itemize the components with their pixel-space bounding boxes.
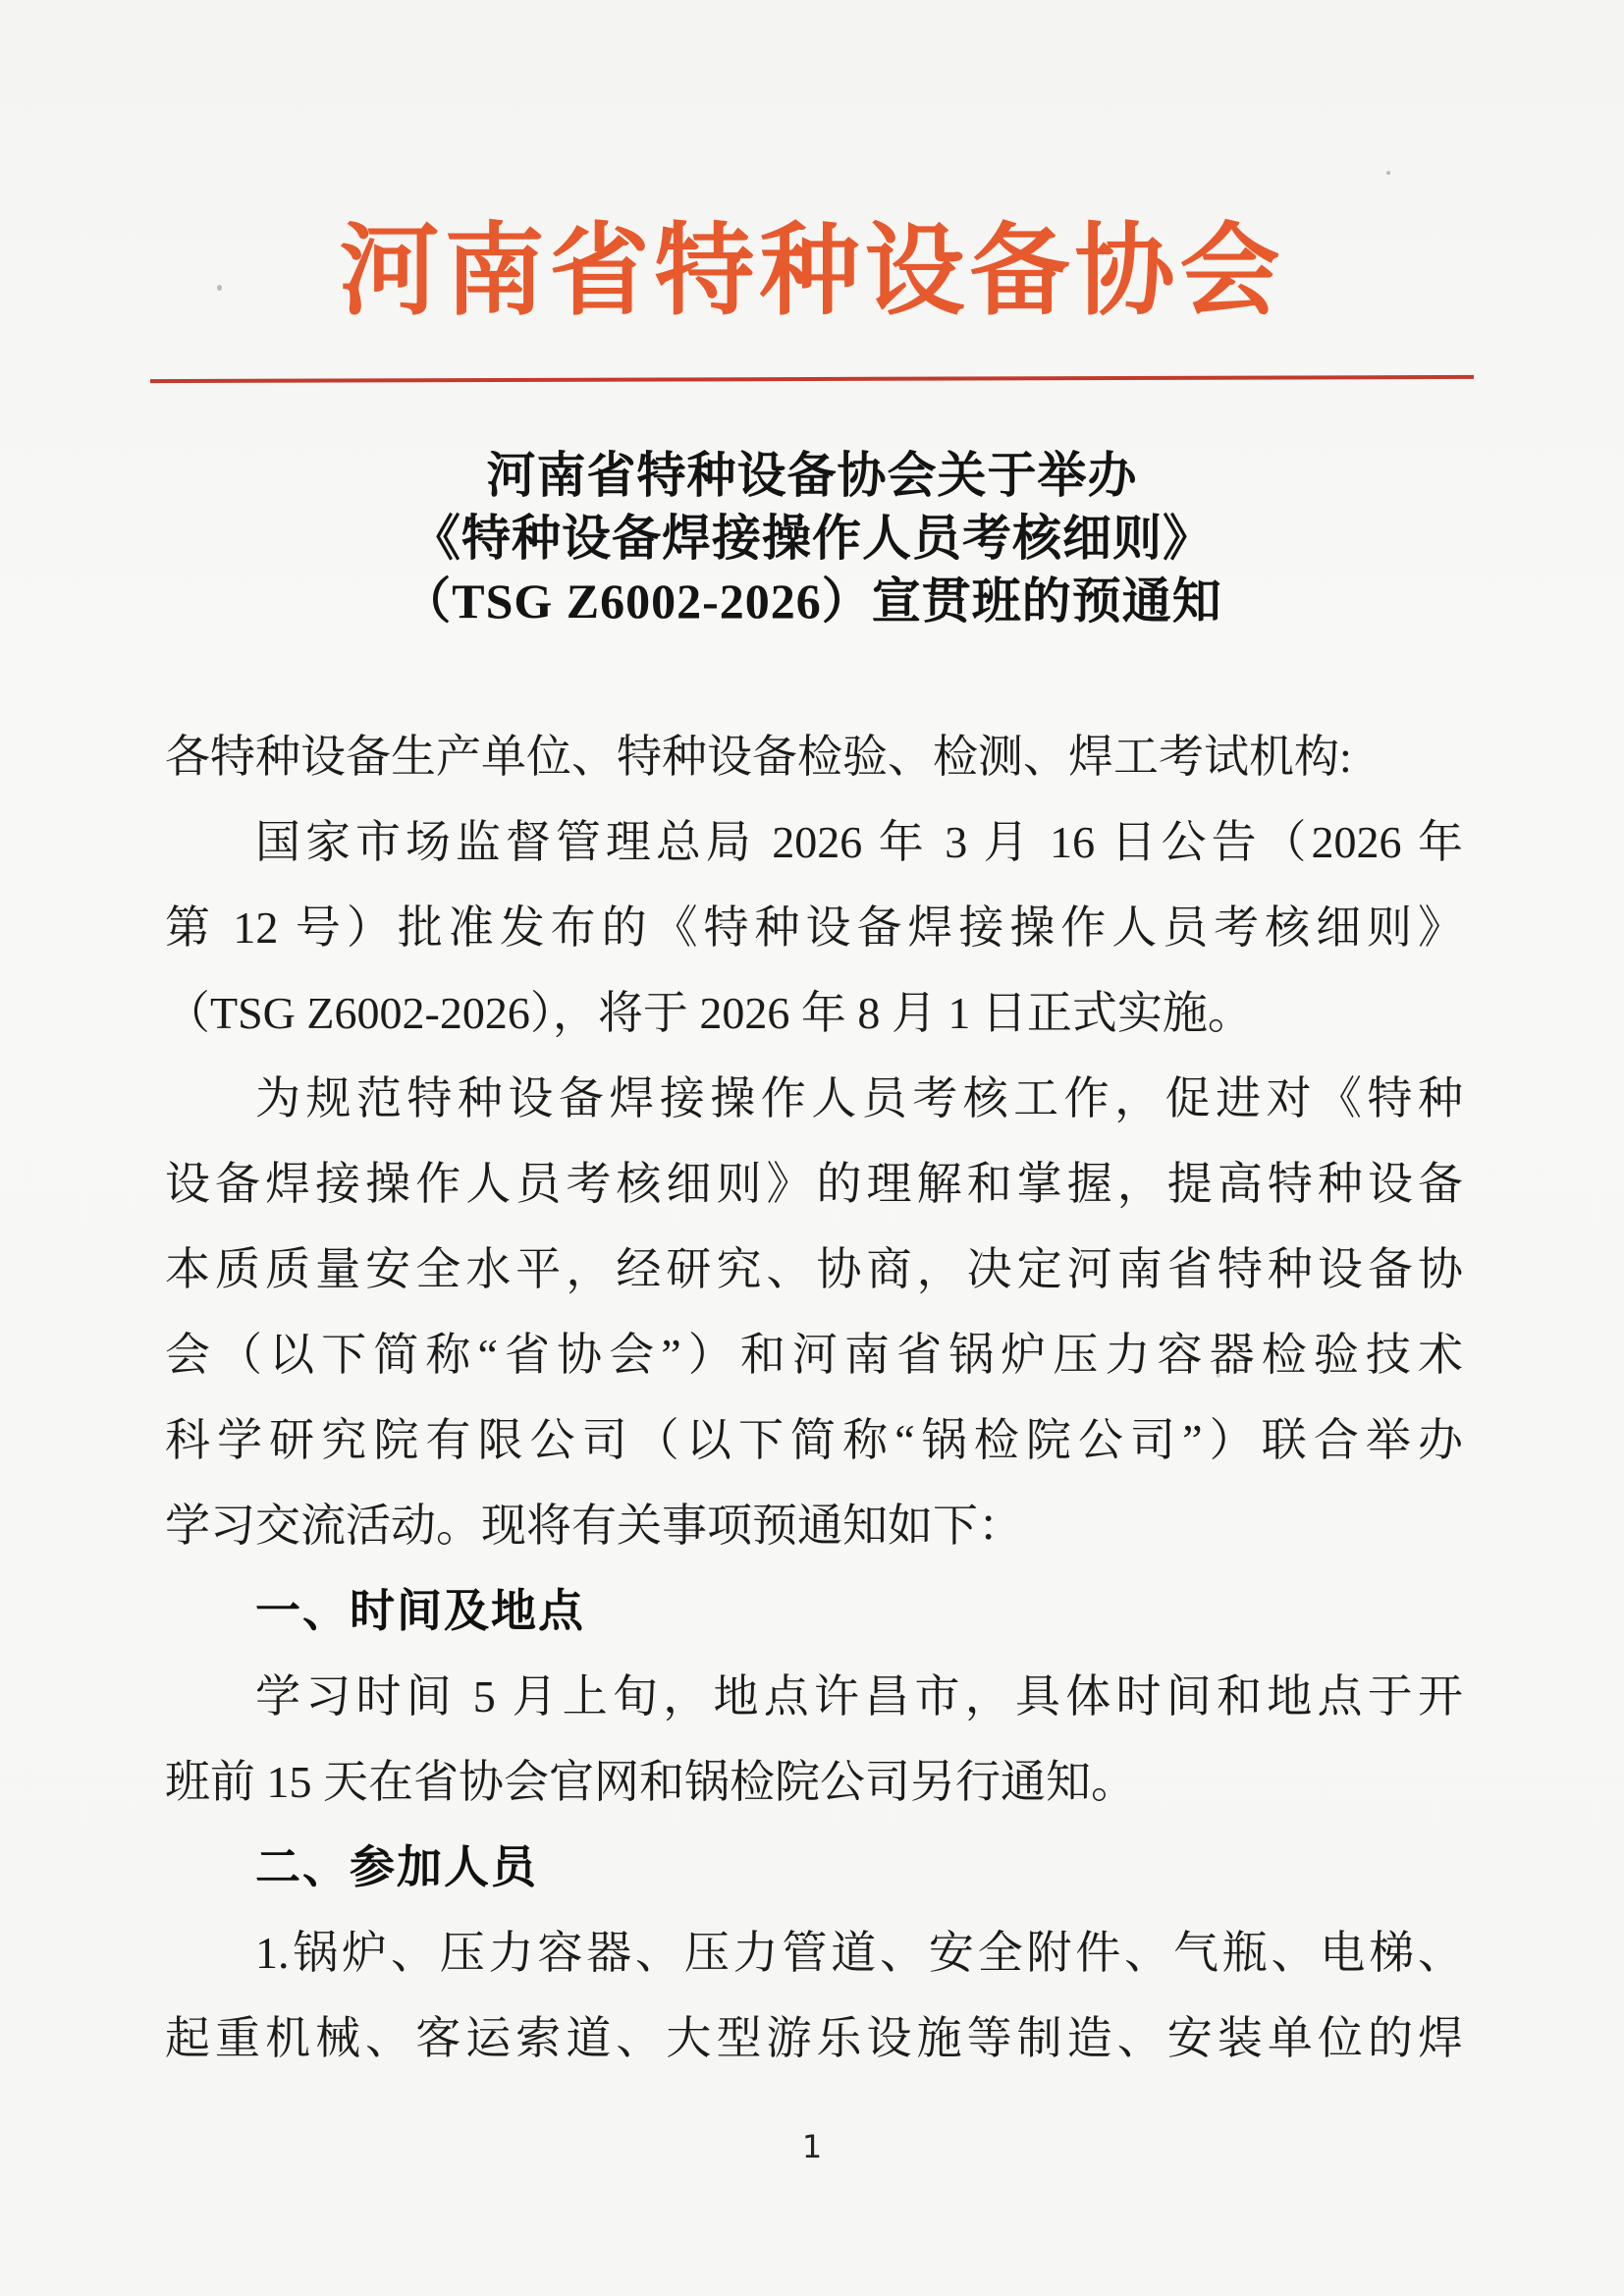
section-heading: 二、参加人员 [255, 1841, 538, 1892]
body-line: 1.锅炉、压力容器、压力管道、安全附件、气瓶、电梯、 [255, 1928, 1463, 1978]
scan-speck [217, 285, 222, 291]
document-body [165, 714, 1463, 2081]
body-line: 设备焊接操作人员考核细则》的理解和掌握，提高特种设备 [165, 1159, 1463, 1209]
body-line: 科学研究院有限公司（以下简称“锅检院公司”）联合举办 [165, 1415, 1463, 1465]
body-line: 会（以下简称“省协会”）和河南省锅炉压力容器检验技术 [165, 1330, 1463, 1380]
body-line: 第 12 号）批准发布的《特种设备焊接操作人员考核细则》 [165, 902, 1463, 953]
document-title [0, 444, 1624, 632]
letterhead-org-name: 河南省特种设备协会 [339, 217, 1285, 328]
section-heading: 一、时间及地点 [255, 1585, 585, 1636]
body-line: 各特种设备生产单位、特种设备检验、检测、焊工考试机构: [165, 732, 1352, 782]
title-line-1: 河南省特种设备协会关于举办 [486, 448, 1138, 503]
title-line-2: 《特种设备焊接操作人员考核细则》 [411, 511, 1213, 566]
body-line: 班前 15 天在省协会官网和锅检院公司另行通知。 [165, 1757, 1136, 1807]
body-line: 起重机械、客运索道、大型游乐设施等制造、安装单位的焊 [165, 2013, 1463, 2063]
body-line: 学习交流活动。现将有关事项预通知如下： [165, 1501, 1023, 1551]
title-line-3: （TSG Z6002-2026）宣贯班的预通知 [402, 574, 1222, 629]
body-line: 为规范特种设备焊接操作人员考核工作，促进对《特种 [255, 1073, 1463, 1123]
body-line: 本质质量安全水平，经研究、协商，决定河南省特种设备协 [165, 1244, 1463, 1294]
letterhead-divider-rule [150, 375, 1474, 383]
body-line: 学习时间 5 月上旬，地点许昌市，具体时间和地点于开 [255, 1671, 1463, 1722]
body-line: （TSG Z6002-2026），将于 2026 年 8 月 1 日正式实施。 [165, 988, 1253, 1038]
body-line: 国家市场监督管理总局 2026 年 3 月 16 日公告（2026 年 [255, 817, 1463, 867]
scan-speck [1386, 171, 1390, 175]
page-number: 1 [801, 2128, 823, 2165]
scan-speck [1217, 1373, 1220, 1378]
